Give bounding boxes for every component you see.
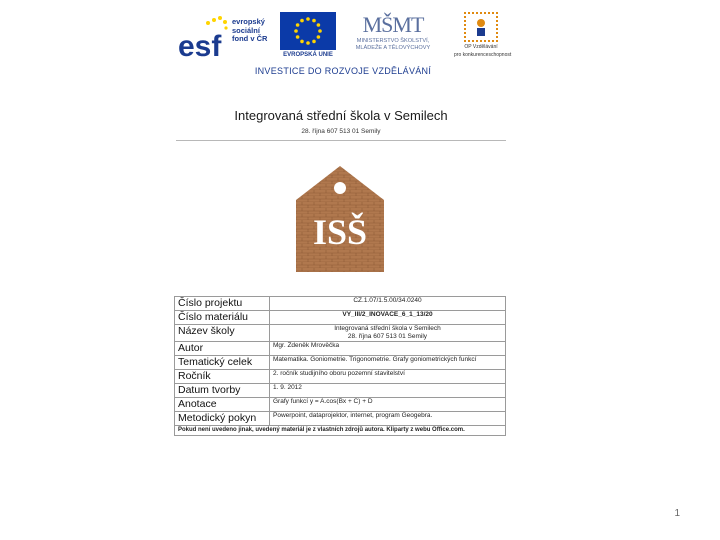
msmt-line: MINISTERSTVO ŠKOLSTVÍ, <box>356 38 430 44</box>
row-value: CZ.1.07/1.5.00/34.0240 <box>270 297 506 311</box>
school-logo-text: ISŠ <box>312 212 368 252</box>
header-divider <box>176 140 506 141</box>
row-label: Metodický pokyn <box>175 412 270 426</box>
table-row <box>175 356 506 370</box>
esf-line: fond v ČR <box>232 34 268 44</box>
table-footer-row <box>175 426 506 436</box>
table-row <box>175 384 506 398</box>
eu-stars-icon <box>280 12 336 50</box>
row-label: Autor <box>175 342 270 356</box>
slogan: INVESTICE DO ROZVOJE VZDĚLÁVÁNÍ <box>254 66 432 76</box>
eu-label: EVROPSKÁ UNIE <box>283 52 333 58</box>
msmt-logo <box>338 12 448 62</box>
op-vk-figure-icon <box>466 14 496 40</box>
table-row <box>175 398 506 412</box>
row-value: Powerpoint, dataprojektor, internet, program Geogebra. <box>270 412 506 426</box>
esf-logo-mark <box>178 12 230 60</box>
row-label: Název školy <box>175 325 270 342</box>
eu-logo <box>280 12 336 62</box>
school-house-logo-icon <box>296 166 384 272</box>
row-label: Anotace <box>175 398 270 412</box>
row-value: 1. 9. 2012 <box>270 384 506 398</box>
school-title: Integrovaná střední škola v Semilech <box>234 108 448 123</box>
row-value: VY_III/2_INOVACE_6_1_13/20 <box>270 311 506 325</box>
table-footer-note: Pokud není uvedeno jinak, uvedený materiál je z vlastních zdrojů autora. Kliparty z webu Office.com. <box>175 426 506 436</box>
msmt-mark: MŠMT <box>362 12 424 37</box>
eu-flag-icon <box>280 12 336 50</box>
op-vk-mark-icon <box>464 12 498 42</box>
row-label: Číslo materiálu <box>175 311 270 325</box>
row-label: Tematický celek <box>175 356 270 370</box>
row-value: Mgr. Zdeněk Mrověčka <box>270 342 506 356</box>
page-number: 1 <box>674 508 680 519</box>
table-row <box>175 311 506 325</box>
table-row <box>175 370 506 384</box>
row-label: Datum tvorby <box>175 384 270 398</box>
esf-line: evropský <box>232 17 265 26</box>
msmt-line: MLÁDEŽE A TĚLOVÝCHOVY <box>355 45 431 51</box>
row-value: 2. ročník studijního oboru pozemní stavitelství <box>270 370 506 384</box>
op-vk-logo <box>454 12 512 62</box>
school-address-value: 28. října 607 513 01 Semily <box>347 333 428 340</box>
row-value <box>270 325 506 342</box>
esf-line: sociální <box>232 25 260 35</box>
funding-logo-strip <box>178 10 512 80</box>
school-address: 28. října 607 513 01 Semily <box>301 128 381 135</box>
op-line: pro konkurenceschopnost <box>454 52 512 58</box>
material-info-table <box>174 296 506 436</box>
svg-text:esf: esf <box>178 30 222 60</box>
row-label: Číslo projektu <box>175 297 270 311</box>
row-value: Grafy funkcí y = A.cos(Bx + C) + D <box>270 398 506 412</box>
esf-text <box>232 18 267 44</box>
op-line: OP Vzdělávání <box>464 44 498 50</box>
school-name-value: Integrovaná střední škola v Semilech <box>334 325 441 332</box>
table-row <box>175 412 506 426</box>
table-row <box>175 297 506 311</box>
esf-logo <box>178 12 274 62</box>
table-row <box>175 342 506 356</box>
row-value: Matematika. Goniometrie. Trigonometrie. Grafy goniometrických funkcí <box>270 356 506 370</box>
row-label: Ročník <box>175 370 270 384</box>
table-row <box>175 325 506 342</box>
